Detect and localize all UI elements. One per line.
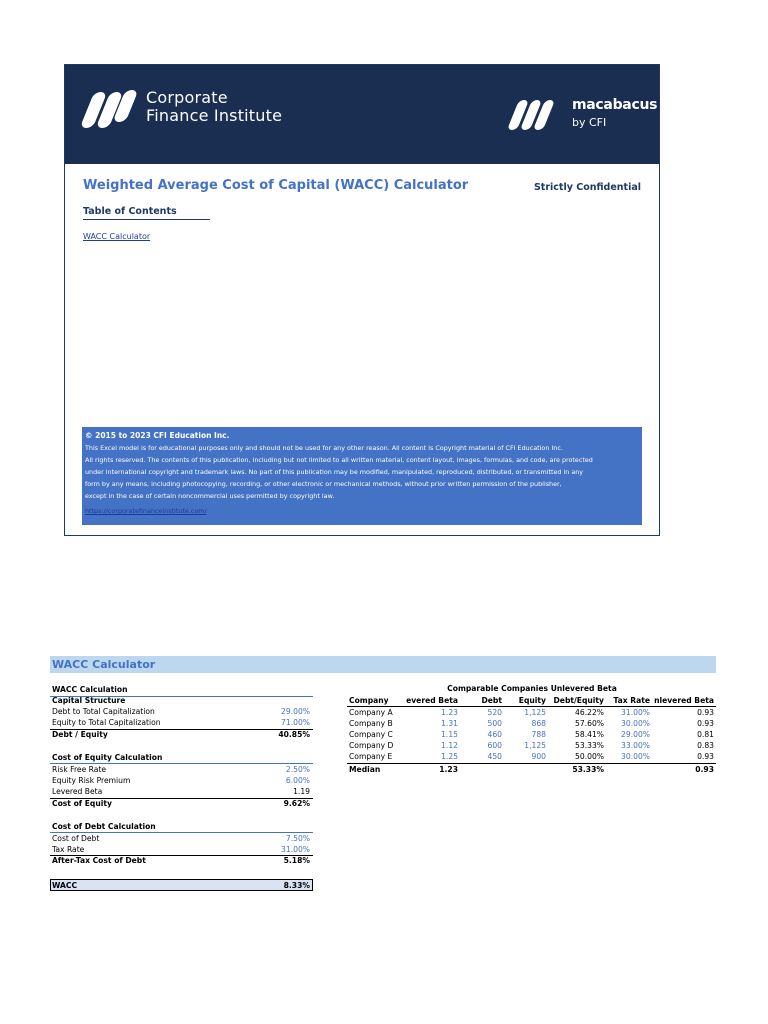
- copyright-line: under international copyright and trademark laws. No part of this publication may be modified, manipulated, reproduced, distributed, or transmitted in any: [85, 468, 584, 476]
- cfi-logo-line2: Finance Institute: [146, 106, 283, 125]
- table-cell-unlevered-beta: 0.93: [697, 719, 714, 728]
- copyright-notice: [82, 427, 642, 525]
- table-cell-debt[interactable]: 460: [487, 730, 502, 739]
- col-header-levered-beta: evered Beta: [406, 696, 458, 705]
- equity-risk-premium-label: Equity Risk Premium: [52, 776, 131, 785]
- debt-to-cap-value[interactable]: 29.00%: [281, 707, 310, 716]
- table-cell-levered-beta[interactable]: 1.31: [441, 719, 458, 728]
- divider: [50, 696, 313, 697]
- macabacus-logo-line1: macabacus: [572, 97, 658, 113]
- risk-free-rate-label: Risk Free Rate: [52, 765, 107, 774]
- header-banner: [65, 65, 659, 164]
- table-cell-unlevered-beta: 0.81: [697, 730, 714, 739]
- cost-of-equity-heading: Cost of Equity Calculation: [52, 753, 163, 762]
- cover-page: [64, 64, 660, 536]
- tax-rate-label: Tax Rate: [52, 845, 85, 854]
- debt-equity-label: Debt / Equity: [52, 730, 108, 739]
- wacc-label: WACC: [52, 881, 78, 890]
- table-cell-levered-beta[interactable]: 1.12: [441, 741, 458, 750]
- sheet-title: WACC Calculator: [50, 656, 716, 673]
- debt-equity-value: 40.85%: [278, 730, 310, 739]
- median-label: Median: [349, 765, 381, 774]
- cost-of-debt-label: Cost of Debt: [52, 834, 100, 843]
- col-header-debt-equity: Debt/Equity: [553, 696, 604, 705]
- copyright-heading: © 2015 to 2023 CFI Education Inc.: [85, 431, 230, 440]
- table-row-company: Company B: [349, 719, 393, 728]
- copyright-line: form by any means, including photocopying, recording, or other electronic or mechanical methods, without prior written permission of the publisher,: [85, 480, 562, 488]
- table-cell-tax-rate[interactable]: 29.00%: [621, 730, 650, 739]
- wacc-calculation-heading: WACC Calculation: [52, 685, 128, 694]
- table-cell-unlevered-beta: 0.93: [697, 708, 714, 717]
- after-tax-cost-of-debt-label: After-Tax Cost of Debt: [52, 856, 146, 865]
- table-cell-tax-rate[interactable]: 33.00%: [621, 741, 650, 750]
- copyright-line: except in the case of certain noncommercial uses permitted by copyright law.: [85, 492, 335, 500]
- risk-free-rate-value[interactable]: 2.50%: [285, 765, 310, 774]
- col-header-company: Company: [349, 696, 389, 705]
- median-debt-equity: 53.33%: [572, 765, 604, 774]
- macabacus-logo-text: [572, 97, 657, 131]
- table-row-company: Company E: [349, 752, 393, 761]
- table-cell-equity[interactable]: 900: [531, 752, 546, 761]
- median-unlevered-beta: 0.93: [695, 765, 714, 774]
- table-cell-debt-equity: 50.00%: [575, 752, 604, 761]
- table-cell-unlevered-beta: 0.83: [697, 741, 714, 750]
- table-cell-debt[interactable]: 500: [487, 719, 502, 728]
- copyright-line: All rights reserved. The contents of this publication, including but not limited to all written material, content layout, images, formulas, and code, are protected: [85, 456, 593, 464]
- cost-of-equity-label: Cost of Equity: [52, 799, 112, 808]
- median-levered-beta: 1.23: [439, 765, 458, 774]
- levered-beta-value: 1.19: [293, 787, 310, 796]
- table-row-company: Company C: [349, 730, 393, 739]
- cfi-logo-icon: [87, 92, 132, 128]
- cost-of-equity-value: 9.62%: [283, 799, 310, 808]
- table-cell-debt-equity: 58.41%: [575, 730, 604, 739]
- table-cell-debt[interactable]: 450: [487, 752, 502, 761]
- debt-to-cap-label: Debt to Total Capitalization: [52, 707, 155, 716]
- confidential-label: Strictly Confidential: [533, 182, 641, 193]
- wacc-value: 8.33%: [283, 881, 310, 890]
- table-cell-tax-rate[interactable]: 30.00%: [621, 752, 650, 761]
- tax-rate-value[interactable]: 31.00%: [281, 845, 310, 854]
- table-cell-equity[interactable]: 788: [531, 730, 546, 739]
- table-cell-tax-rate[interactable]: 31.00%: [621, 708, 650, 717]
- col-header-tax-rate: Tax Rate: [613, 696, 650, 705]
- copyright-line: This Excel model is for educational purposes only and should not be used for any other reason. All content is Copyright material of CFI Education Inc.: [85, 444, 563, 452]
- col-header-equity: Equity: [518, 696, 546, 705]
- table-cell-equity[interactable]: 1,125: [524, 708, 546, 717]
- table-cell-tax-rate[interactable]: 30.00%: [621, 719, 650, 728]
- cfi-logo-line1: Corporate: [146, 88, 228, 107]
- table-cell-levered-beta[interactable]: 1.25: [441, 752, 458, 761]
- cfi-logo-text: [146, 89, 282, 125]
- macabacus-logo-line2: by CFI: [572, 116, 607, 129]
- table-row-company: Company D: [349, 741, 394, 750]
- table-cell-debt-equity: 53.33%: [575, 741, 604, 750]
- cost-of-debt-heading: Cost of Debt Calculation: [52, 822, 156, 831]
- website-link[interactable]: https://corporatefinanceinstitute.com/: [85, 507, 207, 515]
- equity-risk-premium-value[interactable]: 6.00%: [285, 776, 310, 785]
- toc-link-wacc-calculator[interactable]: WACC Calculator: [83, 232, 151, 241]
- table-cell-debt[interactable]: 600: [487, 741, 502, 750]
- cost-of-debt-value[interactable]: 7.50%: [285, 834, 310, 843]
- equity-to-cap-value[interactable]: 71.00%: [281, 718, 310, 727]
- table-cell-equity[interactable]: 1,125: [524, 741, 546, 750]
- after-tax-cost-of-debt-value: 5.18%: [283, 856, 310, 865]
- table-cell-debt-equity: 57.60%: [575, 719, 604, 728]
- table-cell-unlevered-beta: 0.93: [697, 752, 714, 761]
- col-header-unlevered-beta: nlevered Beta: [654, 696, 714, 705]
- levered-beta-label: Levered Beta: [52, 787, 103, 796]
- table-cell-debt-equity: 46.22%: [575, 708, 604, 717]
- toc-heading: Table of Contents: [83, 206, 210, 220]
- col-header-debt: Debt: [481, 696, 502, 705]
- capital-structure-heading: Capital Structure: [52, 696, 126, 705]
- table-cell-levered-beta[interactable]: 1.15: [441, 730, 458, 739]
- macabacus-logo-icon: [513, 100, 549, 130]
- table-cell-debt[interactable]: 520: [487, 708, 502, 717]
- table-cell-equity[interactable]: 868: [531, 719, 546, 728]
- equity-to-cap-label: Equity to Total Capitalization: [52, 718, 161, 727]
- page-title: Weighted Average Cost of Capital (WACC) Calculator: [83, 178, 469, 193]
- table-cell-levered-beta[interactable]: 1.23: [441, 708, 458, 717]
- comparables-title: Comparable Companies Unlevered Beta: [447, 684, 617, 693]
- table-row-company: Company A: [349, 708, 393, 717]
